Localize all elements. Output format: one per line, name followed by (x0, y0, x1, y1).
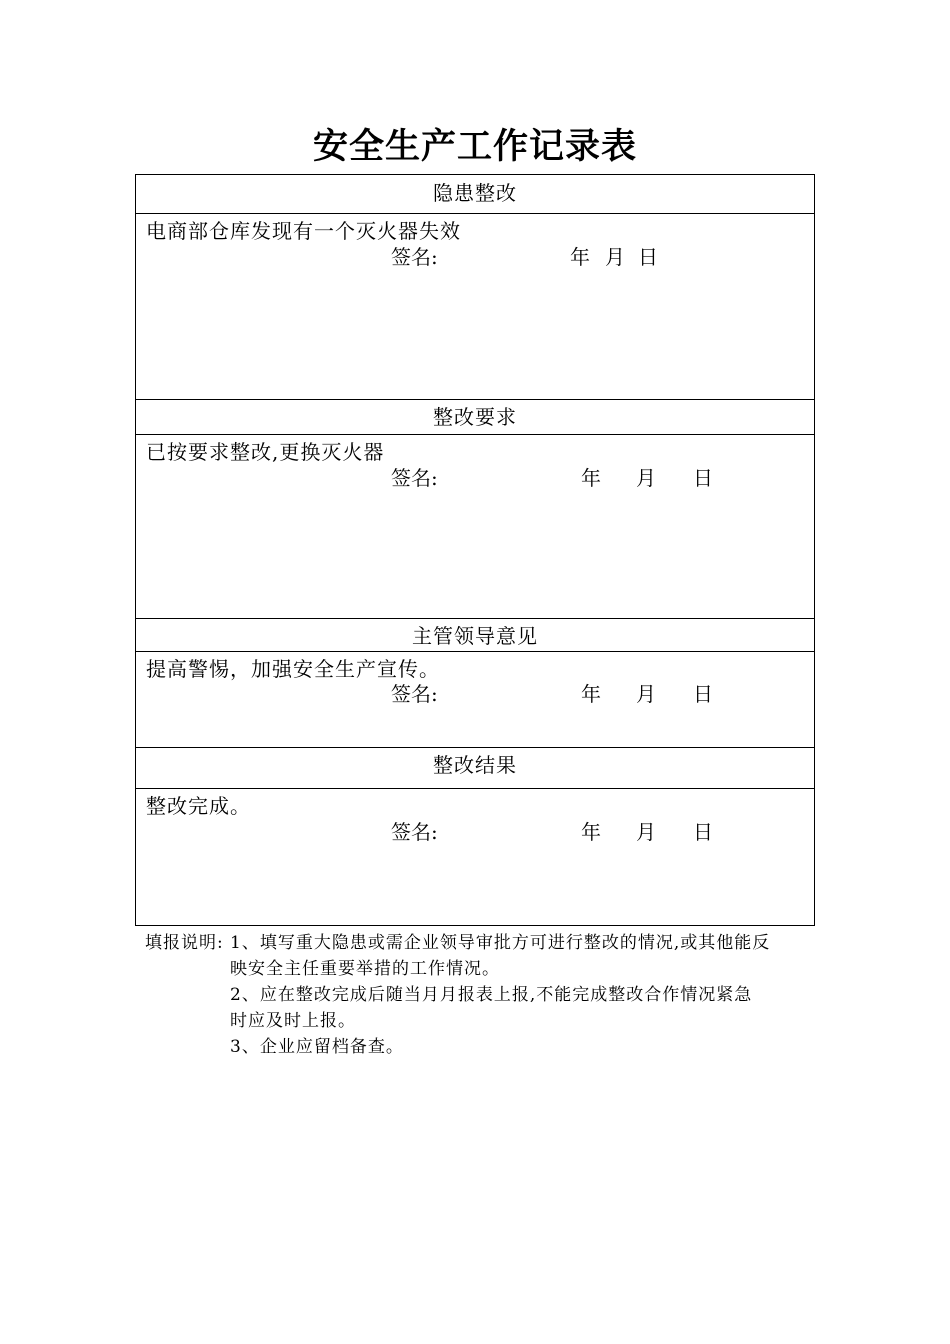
signature-label: 签名: (391, 466, 438, 490)
divider (136, 788, 814, 789)
date-day-label: 日 (693, 820, 713, 844)
instructions-label: 填报说明: (145, 933, 224, 953)
date-day-label: 日 (693, 682, 713, 706)
date-year-label: 年 (581, 466, 601, 490)
date-year-label: 年 (570, 245, 590, 269)
date-month-label: 月 (636, 466, 656, 490)
instruction-item-2: 2、应在整改完成后随当月月报表上报,不能完成整改合作情况紧急 (230, 985, 753, 1005)
date-year-label: 年 (581, 682, 601, 706)
section-content-result: 整改完成。 (146, 794, 251, 818)
section-content-hazard: 电商部仓库发现有一个灭火器失效 (146, 219, 461, 243)
section-header-hazard-rectification: 隐患整改 (433, 181, 517, 205)
date-day-label: 日 (693, 466, 713, 490)
date-month-label: 月 (636, 820, 656, 844)
section-content-opinion: 提高警惕，加强安全生产宣传。 (146, 657, 440, 681)
divider (136, 213, 814, 214)
instruction-item-1: 1、填写重大隐患或需企业领导审批方可进行整改的情况,或其他能反 (230, 933, 771, 953)
date-day-label: 日 (638, 245, 658, 269)
divider (136, 747, 814, 748)
divider (136, 618, 814, 619)
instruction-item-3: 3、企业应留档备查。 (230, 1037, 404, 1057)
record-form-table (135, 174, 815, 926)
signature-label: 签名: (391, 682, 438, 706)
date-month-label: 月 (605, 245, 625, 269)
section-header-rectification-requirement: 整改要求 (433, 405, 517, 429)
page-title: 安全生产工作记录表 (312, 126, 637, 167)
filling-instructions (145, 930, 815, 1060)
signature-label: 签名: (391, 820, 438, 844)
divider (136, 434, 814, 435)
date-year-label: 年 (581, 820, 601, 844)
instruction-item-1-continued: 映安全主任重要举措的工作情况。 (230, 959, 500, 979)
divider (136, 651, 814, 652)
section-content-requirement: 已按要求整改,更换灭火器 (146, 440, 385, 464)
section-header-supervisor-opinion: 主管领导意见 (412, 624, 538, 648)
instruction-item-2-continued: 时应及时上报。 (230, 1011, 356, 1031)
date-month-label: 月 (636, 682, 656, 706)
divider (136, 399, 814, 400)
section-header-rectification-result: 整改结果 (433, 753, 517, 777)
signature-label: 签名: (391, 245, 438, 269)
